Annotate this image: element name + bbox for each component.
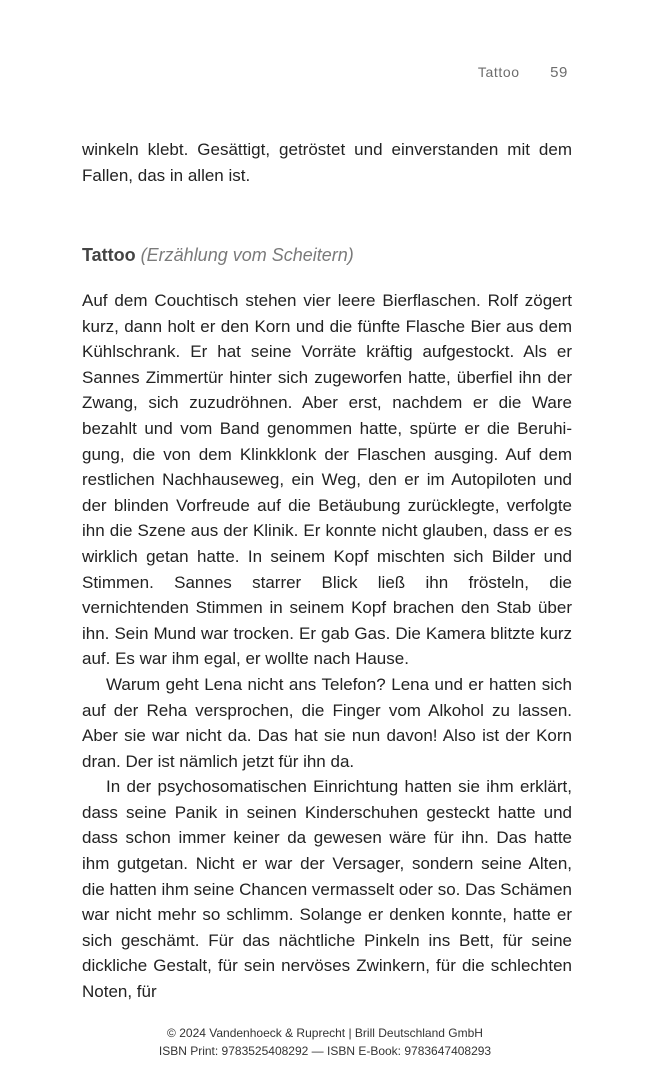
page-number: 59 [550, 64, 568, 81]
isbn-line: ISBN Print: 9783525408292 — ISBN E-Book: 9783647408293 [158, 1044, 492, 1058]
story-body [82, 288, 572, 1005]
story-paragraph-1: Auf dem Couchtisch stehen vier leere Bierflaschen. Rolf zögert kurz, dann holt er den Korn und die fünfte Flasche Bier aus dem Kühlschrank. Er hat seine Vorräte kräftig aufgestockt. Als er Sannes Zimmertür hinter sich zugeworfen hatte, überfiel ihn der Zwang, sich zuzudröhnen. Aber erst, nachdem er die Ware bezahlt und vom Band genommen hatte, spürte er die Beruhigung, die von dem Klinkklonk der Flaschen ausging. Auf dem restlichen Nachhauseweg, ein Weg, den er im Autopiloten und der blinden Vorfreude auf die Betäubung zurücklegte, verfolgte ihn die Szene aus der Klinik. Er konnte nicht glauben, dass er es wirklich getan hatte. In seinem Kopf mischten sich Bilder und Stimmen. Sannes starrer Blick ließ ihn frösteln, die vernichtenden Stimmen in seinem Kopf brachen den Stab über ihn. Sein Mund war trocken. Er gab Gas. Die Kamera blitzte kurz auf. Es war ihm egal, er wollte nach Hause. [82, 291, 572, 669]
running-head-title: Tattoo [477, 64, 520, 80]
section-heading [82, 242, 354, 268]
carry-over-paragraph: winkeln klebt. Gesättigt, getröstet und einverstanden mit dem Fallen, das in allen ist. [82, 140, 572, 185]
section-title: Tattoo [82, 245, 136, 265]
story-paragraph-2: Warum geht Lena nicht ans Telefon? Lena und er hatten sich auf der Reha versprochen, die Finger vom Alkohol zu lassen. Aber sie war nicht da. Das hat sie nun davon! Also ist der Korn dran. Der ist nämlich jetzt für ihn da. [82, 674, 572, 771]
story-paragraph-3: In der psychosomatischen Einrichtung hatten sie ihm erklärt, dass seine Panik in seinen Kinderschuhen gesteckt hatte und dass schon immer keiner da gewesen wäre für ihn. Das hatte ihm gutgetan. Nicht er war der Versager, sondern seine Alten, die hatten ihm seine Chancen vermasselt oder so. Das Schämen war nicht mehr so schlimm. Solange er denken konnte, hatte er sich geschämt. Für das nächtliche Pinkeln ins Bett, für seine dickliche Gestalt, für sein nervöses Zwinkern, für die schlechten Noten, für [82, 777, 572, 1002]
section-subtitle: (Erzählung vom Scheitern) [140, 245, 354, 265]
carry-over-text [82, 137, 572, 188]
copyright-line: © 2024 Vandenhoeck & Ruprecht | Brill Deutschland GmbH [167, 1026, 483, 1040]
running-head [478, 64, 568, 81]
copyright-footer [0, 1024, 650, 1060]
